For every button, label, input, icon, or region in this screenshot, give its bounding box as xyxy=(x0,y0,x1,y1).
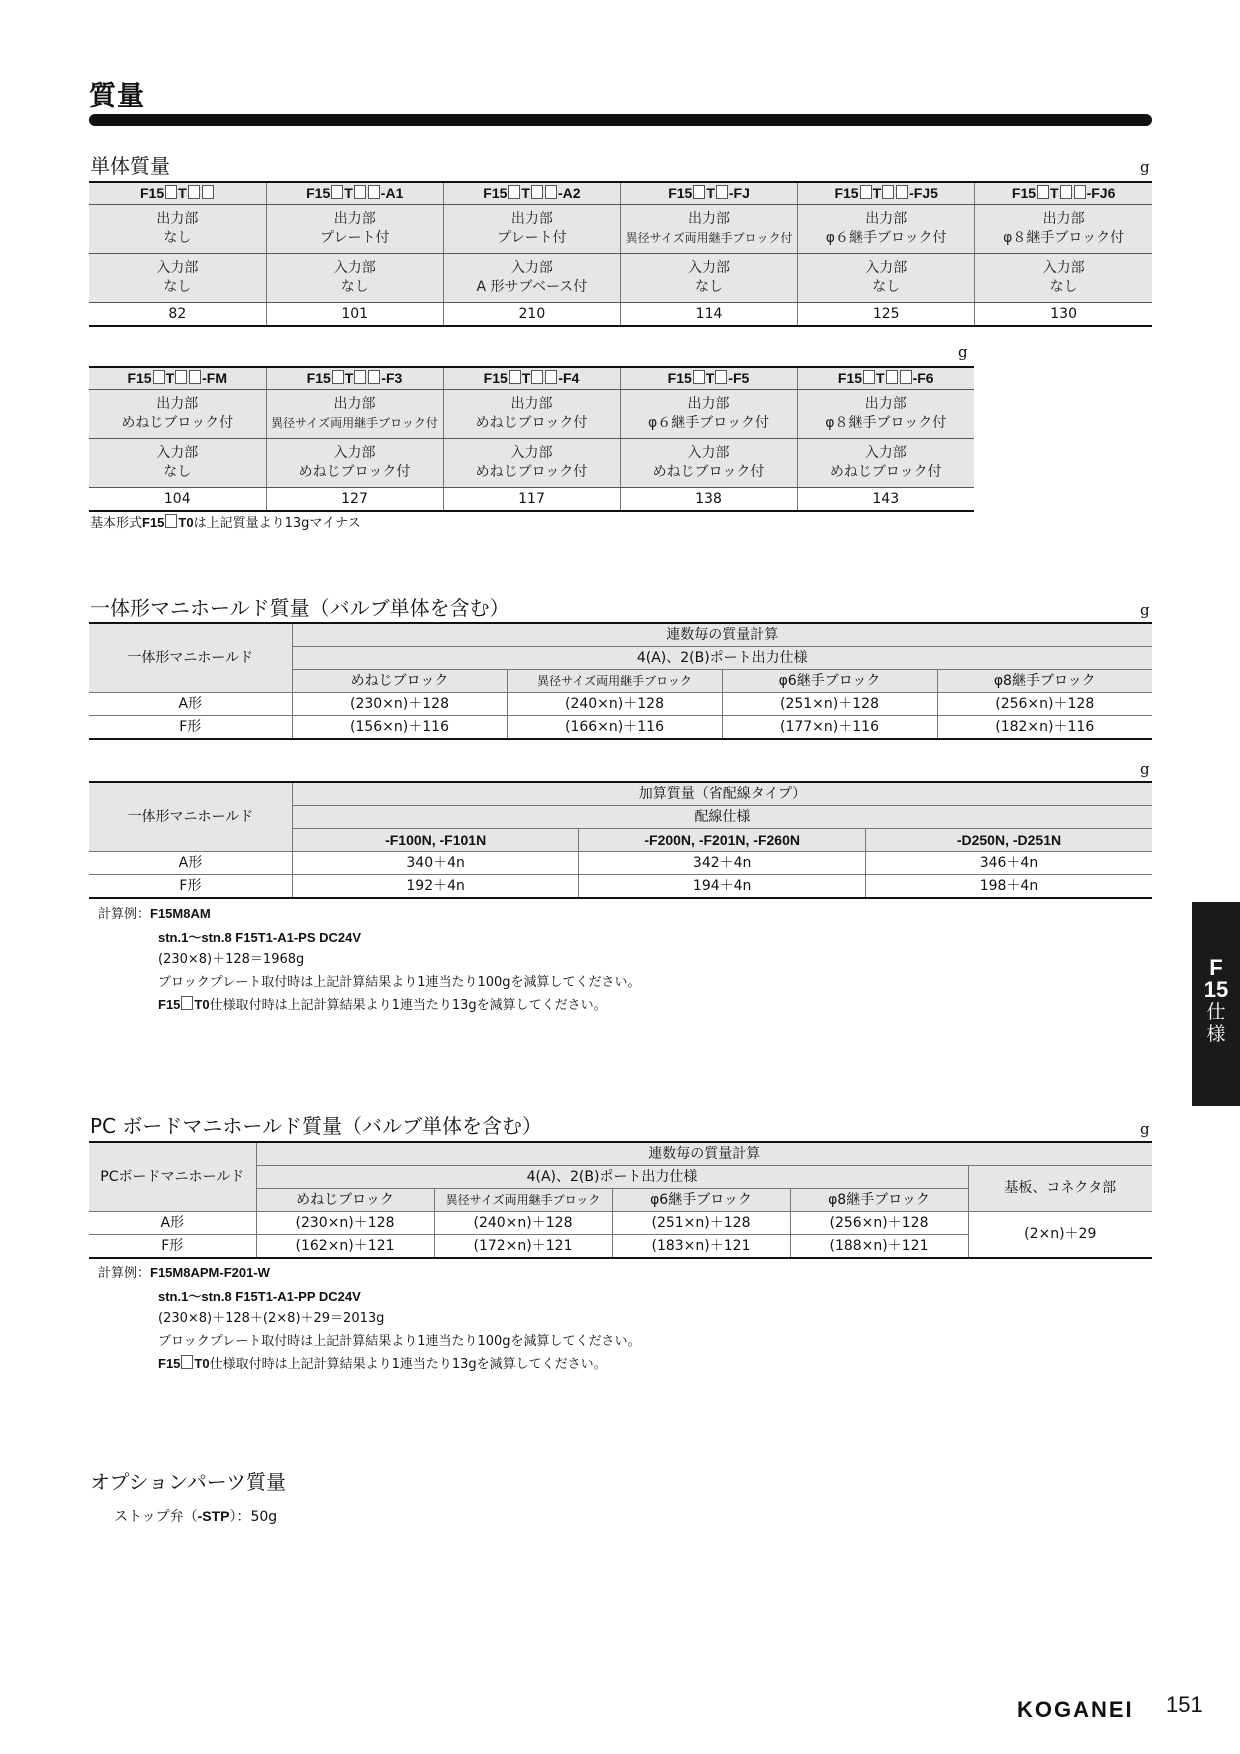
example-line2: (230×8)＋128＝1968g xyxy=(158,952,305,967)
pcboard-unit: g xyxy=(1140,1120,1150,1138)
example-2 xyxy=(98,1262,641,1377)
example-line3: ブロックプレート取付時は上記計算結果より1連当たり100gを減算してください。 xyxy=(158,1333,641,1349)
placeholder-box xyxy=(181,996,193,1010)
integral-add-col-1: -F200N, -F201N, -F260N xyxy=(579,829,866,852)
integral-add-group2: 配線仕様 xyxy=(292,806,1152,829)
pcboard-col-1: 異径サイズ両用継手ブロック xyxy=(434,1189,612,1212)
placeholder-box xyxy=(1074,185,1086,199)
integral-add-col-2: -D250N, -D251N xyxy=(865,829,1152,852)
integral-add-table xyxy=(89,781,1152,899)
output-value: プレート付 xyxy=(320,230,390,246)
model-suffix: -FJ5 xyxy=(909,185,938,201)
output-spec xyxy=(89,205,266,254)
output-label: 出力部 xyxy=(1042,211,1085,227)
input-value: なし xyxy=(872,279,901,295)
placeholder-box xyxy=(1060,185,1072,199)
placeholder-box xyxy=(181,1355,193,1369)
output-spec xyxy=(266,390,443,439)
model-mid: T xyxy=(521,370,531,386)
model-suffix: -A1 xyxy=(380,185,404,201)
option-item xyxy=(114,1506,277,1526)
option-bold: -STP xyxy=(197,1508,230,1524)
integral-cell: (230×n)＋128 xyxy=(292,693,507,716)
mass-value: 117 xyxy=(443,488,620,512)
output-spec xyxy=(443,205,620,254)
page-number: 151 xyxy=(1166,1692,1203,1717)
input-value: めねじブロック付 xyxy=(829,464,942,480)
input-spec xyxy=(798,254,975,303)
output-label: 出力部 xyxy=(510,211,553,227)
integral-add-unit: g xyxy=(1140,760,1150,778)
input-spec xyxy=(975,254,1152,303)
options-heading: オプションパーツ質量 xyxy=(90,1470,286,1494)
placeholder-box xyxy=(715,370,727,384)
example-label: 計算例： xyxy=(98,907,151,922)
model-header xyxy=(797,367,974,390)
placeholder-box xyxy=(693,370,705,384)
placeholder-box xyxy=(716,185,728,199)
side-tab xyxy=(1192,902,1240,1106)
integral-col-2: φ6継手ブロック xyxy=(722,670,937,693)
output-label: 出力部 xyxy=(156,396,199,412)
output-value: 異径サイズ両用継手ブロック付 xyxy=(625,231,793,245)
mass-value: 104 xyxy=(89,488,266,512)
model-mid: T xyxy=(344,185,353,201)
placeholder-box xyxy=(202,185,214,199)
input-spec xyxy=(89,439,266,488)
output-label: 出力部 xyxy=(688,211,731,227)
output-spec xyxy=(797,390,974,439)
pcboard-cell: (251×n)＋128 xyxy=(612,1212,790,1235)
output-value: φ６継手ブロック付 xyxy=(825,230,947,246)
placeholder-box xyxy=(693,185,705,199)
placeholder-box xyxy=(1037,185,1049,199)
output-value: φ８継手ブロック付 xyxy=(1003,230,1125,246)
integral-cell: (166×n)＋116 xyxy=(507,716,722,740)
model-prefix: F15 xyxy=(483,370,508,386)
mass-value: 143 xyxy=(797,488,974,512)
model-mid: T xyxy=(706,185,715,201)
input-spec xyxy=(620,254,797,303)
pcboard-group1: 連数毎の質量計算 xyxy=(256,1142,1152,1166)
note-bold: F15 xyxy=(142,515,165,530)
model-mid: T xyxy=(1050,185,1059,201)
placeholder-box xyxy=(354,370,366,384)
output-value: 異径サイズ両用継手ブロック付 xyxy=(271,416,438,430)
output-value: めねじブロック付 xyxy=(121,415,234,431)
placeholder-box xyxy=(508,185,520,199)
input-label: 入力部 xyxy=(865,260,908,276)
model-suffix: -F5 xyxy=(728,370,750,386)
integral-add-row-label: A形 xyxy=(89,852,292,875)
option-pre: ストップ弁（ xyxy=(114,1509,198,1525)
example-model: F15M8APM-F201-W xyxy=(150,1265,270,1280)
input-value: めねじブロック付 xyxy=(475,464,588,480)
input-value: A 形サブベース付 xyxy=(476,279,588,295)
example-line1: stn.1～stn.8 F15T1-A1-PS DC24V xyxy=(158,929,362,945)
output-spec xyxy=(89,390,266,439)
integral-cell: (256×n)＋128 xyxy=(937,693,1152,716)
model-prefix: F15 xyxy=(306,185,331,201)
model-suffix: -F3 xyxy=(381,370,403,386)
integral-group2: 4(A)、2(B)ポート出力仕様 xyxy=(292,647,1152,670)
output-label: 出力部 xyxy=(687,396,730,412)
pcboard-cell: (230×n)＋128 xyxy=(256,1212,434,1235)
placeholder-box xyxy=(189,370,201,384)
placeholder-box xyxy=(331,185,343,199)
input-spec xyxy=(443,439,620,488)
input-spec xyxy=(89,254,266,303)
placeholder-box xyxy=(896,185,908,199)
integral-add-group1: 加算質量（省配線タイプ） xyxy=(292,782,1152,806)
pcboard-heading: PC ボードマニホールド質量（バルブ単体を含む） xyxy=(90,1114,542,1138)
pcboard-col-2: φ6継手ブロック xyxy=(612,1189,790,1212)
input-label: 入力部 xyxy=(156,260,199,276)
example-line4-bold: F15 xyxy=(158,997,181,1012)
input-label: 入力部 xyxy=(688,260,731,276)
pcboard-col-0: めねじブロック xyxy=(256,1189,434,1212)
output-spec xyxy=(266,205,443,254)
input-spec xyxy=(266,254,443,303)
integral-add-cell: 346＋4n xyxy=(865,852,1152,875)
placeholder-box xyxy=(863,370,875,384)
integral-add-row-header: 一体形マニホールド xyxy=(89,782,292,852)
single-mass-table-2 xyxy=(89,366,974,512)
example-line4: 仕様取付時は上記計算結果より1連当たり13gを減算してください。 xyxy=(209,1357,607,1372)
pcboard-row-header: PCボードマニホールド xyxy=(89,1142,256,1212)
model-prefix: F15 xyxy=(1011,185,1037,201)
output-value: なし xyxy=(163,230,192,246)
note-pre: 基本形式 xyxy=(90,516,143,531)
integral-col-0: めねじブロック xyxy=(292,670,507,693)
page-title: 質量 xyxy=(89,81,145,112)
placeholder-box xyxy=(175,370,187,384)
mass-value: 101 xyxy=(266,303,443,327)
input-value: なし xyxy=(163,464,192,480)
input-label: 入力部 xyxy=(156,445,199,461)
integral-row-label: F形 xyxy=(89,716,292,740)
placeholder-box xyxy=(545,185,557,199)
model-mid: T xyxy=(876,370,885,386)
note-bold2: T0 xyxy=(178,515,194,530)
input-label: 入力部 xyxy=(687,445,730,461)
output-value: φ８継手ブロック付 xyxy=(825,415,947,431)
model-suffix: -FM xyxy=(202,370,228,386)
integral-add-cell: 194＋4n xyxy=(579,875,866,899)
output-label: 出力部 xyxy=(865,211,908,227)
integral-cell: (251×n)＋128 xyxy=(722,693,937,716)
pcboard-cell: (183×n)＋121 xyxy=(612,1235,790,1259)
model-prefix: F15 xyxy=(139,185,165,201)
output-label: 出力部 xyxy=(333,211,376,227)
integral-cell: (240×n)＋128 xyxy=(507,693,722,716)
example-model: F15M8AM xyxy=(150,906,211,921)
model-prefix: F15 xyxy=(668,185,693,201)
input-value: なし xyxy=(163,279,192,295)
integral-heading: 一体形マニホールド質量（バルブ単体を含む） xyxy=(90,596,510,620)
integral-add-cell: 340＋4n xyxy=(292,852,579,875)
brand-logo: KOGANEI xyxy=(1017,1697,1134,1722)
input-label: 入力部 xyxy=(333,260,376,276)
placeholder-box xyxy=(368,185,380,199)
input-label: 入力部 xyxy=(1042,260,1085,276)
model-suffix: -FJ6 xyxy=(1086,185,1116,201)
model-mid: T xyxy=(165,370,175,386)
single-unit-1: g xyxy=(1140,158,1150,176)
model-suffix: -A2 xyxy=(557,185,581,201)
example-line2: (230×8)＋128＋(2×8)＋29＝2013g xyxy=(158,1311,385,1326)
placeholder-box xyxy=(900,370,912,384)
integral-cell: (177×n)＋116 xyxy=(722,716,937,740)
integral-row-label: A形 xyxy=(89,693,292,716)
model-mid: T xyxy=(705,370,715,386)
integral-cell: (182×n)＋116 xyxy=(937,716,1152,740)
input-spec xyxy=(797,439,974,488)
model-prefix: F15 xyxy=(834,185,859,201)
note-post: は上記質量より13gマイナス xyxy=(193,516,361,531)
output-label: 出力部 xyxy=(156,211,199,227)
side-tab-shi: 仕 xyxy=(1206,1001,1226,1023)
model-header xyxy=(266,367,443,390)
pcboard-row-label: F形 xyxy=(89,1235,256,1259)
example-line4: 仕様取付時は上記計算結果より1連当たり13gを減算してください。 xyxy=(209,998,607,1013)
pcboard-mass-table xyxy=(89,1141,1152,1259)
model-header xyxy=(620,367,797,390)
pcboard-cell: (172×n)＋121 xyxy=(434,1235,612,1259)
output-spec xyxy=(620,205,797,254)
pcboard-cell: (256×n)＋128 xyxy=(790,1212,968,1235)
placeholder-box xyxy=(886,370,898,384)
pcboard-cell: (188×n)＋121 xyxy=(790,1235,968,1259)
placeholder-box xyxy=(860,185,872,199)
pcboard-col-3: φ8継手ブロック xyxy=(790,1189,968,1212)
model-mid: T xyxy=(521,185,530,201)
input-value: めねじブロック付 xyxy=(652,464,765,480)
input-spec xyxy=(620,439,797,488)
input-value: なし xyxy=(340,279,369,295)
input-value: めねじブロック付 xyxy=(298,464,411,480)
model-prefix: F15 xyxy=(837,370,863,386)
placeholder-box xyxy=(332,370,344,384)
output-label: 出力部 xyxy=(333,396,376,412)
mass-value: 130 xyxy=(975,303,1152,327)
model-header xyxy=(443,182,620,205)
example-1 xyxy=(98,903,641,1018)
side-tab-you: 様 xyxy=(1206,1023,1226,1045)
model-header xyxy=(443,367,620,390)
placeholder-box xyxy=(509,370,521,384)
model-mid: T xyxy=(344,370,354,386)
mass-value: 125 xyxy=(798,303,975,327)
single-mass-table-1 xyxy=(89,181,1152,327)
model-prefix: F15 xyxy=(667,370,692,386)
integral-row-header: 一体形マニホールド xyxy=(89,623,292,693)
input-label: 入力部 xyxy=(864,445,907,461)
placeholder-box xyxy=(165,185,177,199)
single-note xyxy=(90,512,361,531)
example-line4-bold: F15 xyxy=(158,1356,181,1371)
input-label: 入力部 xyxy=(510,260,553,276)
input-label: 入力部 xyxy=(333,445,376,461)
input-label: 入力部 xyxy=(510,445,553,461)
side-tab-f: F xyxy=(1209,955,1223,980)
placeholder-box xyxy=(531,370,543,384)
output-label: 出力部 xyxy=(510,396,553,412)
single-unit-2: g xyxy=(958,343,968,361)
placeholder-box xyxy=(545,370,557,384)
integral-add-cell: 192＋4n xyxy=(292,875,579,899)
placeholder-box xyxy=(882,185,894,199)
output-spec xyxy=(798,205,975,254)
integral-add-cell: 198＋4n xyxy=(865,875,1152,899)
placeholder-box xyxy=(153,370,165,384)
output-label: 出力部 xyxy=(864,396,907,412)
output-value: プレート付 xyxy=(497,230,567,246)
integral-mass-table xyxy=(89,622,1152,740)
integral-cell: (156×n)＋116 xyxy=(292,716,507,740)
integral-unit: g xyxy=(1140,601,1150,619)
placeholder-box xyxy=(354,185,366,199)
title-rule xyxy=(89,114,1152,126)
integral-add-col-0: -F100N, -F101N xyxy=(292,829,579,852)
input-spec xyxy=(266,439,443,488)
model-suffix: -F6 xyxy=(912,370,934,386)
mass-value: 127 xyxy=(266,488,443,512)
output-spec xyxy=(443,390,620,439)
input-spec xyxy=(443,254,620,303)
model-header xyxy=(89,182,266,205)
model-header xyxy=(620,182,797,205)
mass-value: 138 xyxy=(620,488,797,512)
example-line4-bold2: T0 xyxy=(194,997,210,1012)
output-value: φ６継手ブロック付 xyxy=(648,415,769,431)
placeholder-box xyxy=(188,185,200,199)
model-header xyxy=(266,182,443,205)
side-tab-15: 15 xyxy=(1203,977,1229,1002)
integral-group1: 連数毎の質量計算 xyxy=(292,623,1152,647)
integral-add-row-label: F形 xyxy=(89,875,292,899)
single-mass-heading: 単体質量 xyxy=(90,154,170,178)
example-line1: stn.1～stn.8 F15T1-A1-PP DC24V xyxy=(158,1288,361,1304)
placeholder-box xyxy=(531,185,543,199)
integral-col-1: 異径サイズ両用継手ブロック xyxy=(507,670,722,693)
model-mid: T xyxy=(872,185,882,201)
model-prefix: F15 xyxy=(127,370,152,386)
output-spec xyxy=(620,390,797,439)
mass-value: 114 xyxy=(620,303,797,327)
example-label: 計算例： xyxy=(98,1266,151,1281)
pcboard-cell: (240×n)＋128 xyxy=(434,1212,612,1235)
mass-value: 82 xyxy=(89,303,266,327)
model-prefix: F15 xyxy=(306,370,331,386)
model-suffix: -FJ xyxy=(728,185,750,201)
placeholder-box xyxy=(165,514,177,528)
model-header xyxy=(798,182,975,205)
pcboard-row-label: A形 xyxy=(89,1212,256,1235)
placeholder-box xyxy=(368,370,380,384)
model-header xyxy=(975,182,1152,205)
input-value: なし xyxy=(695,279,724,295)
integral-add-cell: 342＋4n xyxy=(579,852,866,875)
pcboard-extra-header: 基板、コネクタ部 xyxy=(968,1166,1152,1212)
option-post: ）：50g xyxy=(229,1509,278,1525)
pcboard-extra-value: (2×n)＋29 xyxy=(968,1212,1152,1259)
model-prefix: F15 xyxy=(483,185,508,201)
pcboard-cell: (162×n)＋121 xyxy=(256,1235,434,1259)
example-line3: ブロックプレート取付時は上記計算結果より1連当たり100gを減算してください。 xyxy=(158,974,641,990)
model-mid: T xyxy=(178,185,187,201)
output-value: めねじブロック付 xyxy=(475,415,588,431)
example-line4-bold2: T0 xyxy=(194,1356,210,1371)
integral-col-3: φ8継手ブロック xyxy=(937,670,1152,693)
model-header xyxy=(89,367,266,390)
model-suffix: -F4 xyxy=(558,370,580,386)
input-value: なし xyxy=(1049,279,1078,295)
output-spec xyxy=(975,205,1152,254)
pcboard-group2: 4(A)、2(B)ポート出力仕様 xyxy=(256,1166,968,1189)
mass-value: 210 xyxy=(443,303,620,327)
